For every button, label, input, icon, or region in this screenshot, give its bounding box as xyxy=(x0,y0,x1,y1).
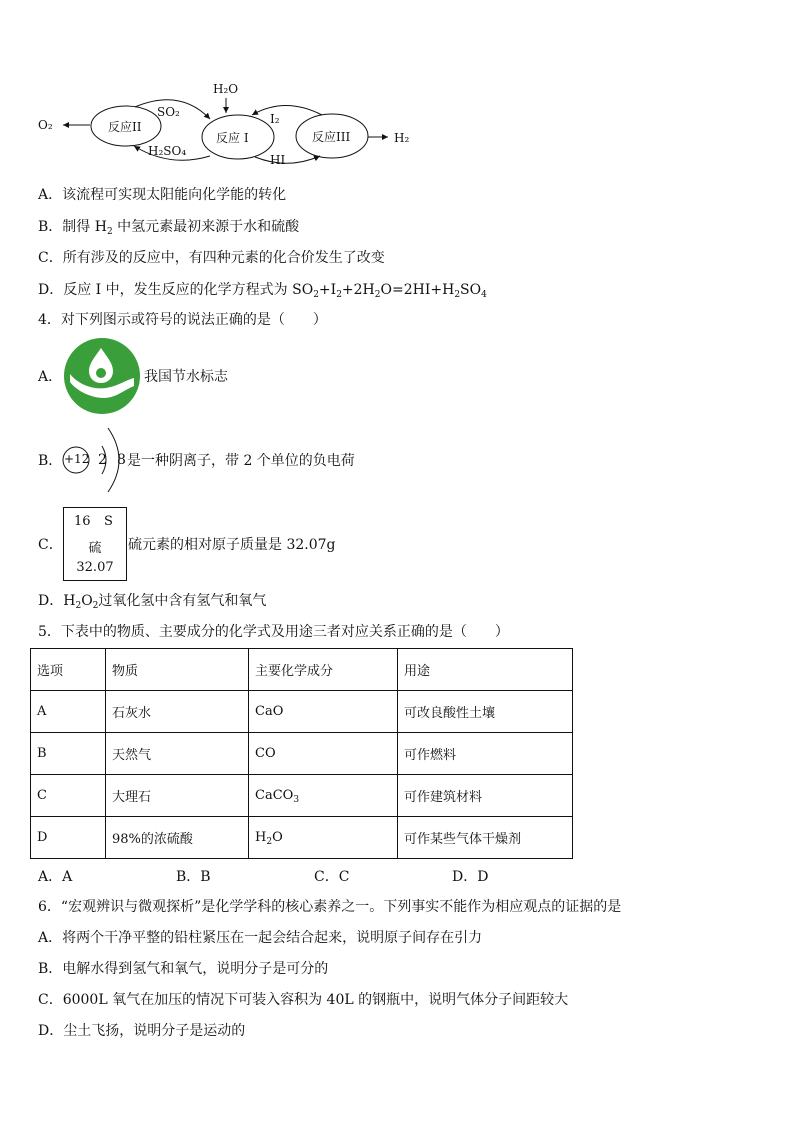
q6-stem: 6．“宏观辨识与微观探析”是化学学科的核心素养之一。下列事实不能作为相应观点的证据的是 xyxy=(38,899,622,915)
q4-option-a-letter: A． xyxy=(38,369,63,385)
element-name: 硫 xyxy=(88,541,102,556)
q4-option-b-letter: B． xyxy=(38,453,63,469)
table-cell: C xyxy=(31,775,106,817)
subscript: 2 xyxy=(313,290,319,300)
option-text: 中氢元素最初来源于水和硫酸 xyxy=(112,219,300,235)
table-cell: 可作建筑材料 xyxy=(398,775,573,817)
table-cell: 98%的浓硫酸 xyxy=(106,817,249,859)
option-text: 该流程可实现太阳能向化学能的转化 xyxy=(62,187,287,203)
table-cell: 大理石 xyxy=(106,775,249,817)
table-cell: 石灰水 xyxy=(106,691,249,733)
table-row xyxy=(31,691,573,733)
subscript: 4 xyxy=(481,290,487,300)
subscript: 2 xyxy=(336,290,342,300)
subscript: 2 xyxy=(75,601,82,611)
element-symbol: S xyxy=(104,514,113,529)
reaction-cycle-diagram xyxy=(30,78,430,170)
table-cell: B xyxy=(31,733,106,775)
h2so4-label: H₂SO₄ xyxy=(148,144,187,158)
subscript: 2 xyxy=(374,290,381,300)
q6-option-b: B．电解水得到氢气和氧气，说明分子是可分的 xyxy=(38,961,329,977)
h2o-label: H₂O xyxy=(213,82,239,96)
shell-2-electrons: 8 xyxy=(117,452,126,468)
o2-label: O₂ xyxy=(38,118,53,132)
option-text: 所有涉及的反应中，有四种元素的化合价发生了改变 xyxy=(62,250,385,266)
q5-stem: 5．下表中的物质、主要成分的化学式及用途三者对应关系正确的是（ ） xyxy=(38,624,509,640)
option-text: +I xyxy=(318,282,337,298)
option-text: 反应 I 中，发生反应的化学方程式为 SO xyxy=(63,282,314,298)
formula-text: CaCO xyxy=(255,788,294,803)
sulfur-element-card xyxy=(63,507,127,581)
header-cell: 物质 xyxy=(106,649,249,691)
table-cell: 可作某些气体干燥剂 xyxy=(398,817,573,859)
q5-table xyxy=(30,648,573,859)
h2-label: H₂ xyxy=(394,131,410,145)
q3-option-d xyxy=(38,281,487,299)
q5-answer-d: D．D xyxy=(452,869,489,885)
q3-option-b xyxy=(38,218,299,236)
table-cell: CO xyxy=(249,733,398,775)
subscript: 3 xyxy=(293,795,300,805)
table-cell: 可作燃料 xyxy=(398,733,573,775)
q4-option-d xyxy=(38,592,266,610)
q6-option-c: C．6000L 氧气在加压的情况下可装入容积为 40L 的钢瓶中，说明气体分子间距较大 xyxy=(38,992,569,1008)
table-row xyxy=(31,817,573,859)
table-cell xyxy=(249,775,398,817)
reaction-3-label: 反应III xyxy=(312,130,351,144)
option-text: 制得 H xyxy=(62,219,107,235)
table-cell: 天然气 xyxy=(106,733,249,775)
table-row xyxy=(31,733,573,775)
option-letter: D． xyxy=(38,593,64,609)
q4-option-b-text: 是一种阴离子，带 2 个单位的负电荷 xyxy=(127,453,355,469)
q4-option-c-letter: C． xyxy=(38,537,63,553)
nucleus-charge: +12 xyxy=(64,452,90,466)
option-text: O xyxy=(81,593,93,609)
subscript: 2 xyxy=(106,227,113,237)
formula-text: H xyxy=(255,830,267,845)
i2-label: I₂ xyxy=(270,112,280,126)
water-saving-logo xyxy=(64,338,140,414)
subscript: 2 xyxy=(92,601,99,611)
atomic-number: 16 xyxy=(74,514,91,529)
header-cell: 用途 xyxy=(398,649,573,691)
table-cell: 可改良酸性土壤 xyxy=(398,691,573,733)
option-letter: C． xyxy=(38,250,63,266)
table-cell: D xyxy=(31,817,106,859)
option-text: 过氧化氢中含有氢气和氧气 xyxy=(98,593,267,609)
table-cell: A xyxy=(31,691,106,733)
i2-arrow xyxy=(252,106,322,116)
q6-option-a: A．将两个干净平整的铅柱紧压在一起会结合起来，说明原子间存在引力 xyxy=(38,930,483,946)
q4-stem: 4．对下列图示或符号的说法正确的是（ ） xyxy=(38,312,327,328)
reaction-1-label: 反应 I xyxy=(216,131,249,145)
option-letter: A． xyxy=(38,187,63,203)
subscript: 2 xyxy=(266,837,273,847)
reaction-2-label: 反应II xyxy=(108,120,142,134)
q4-option-a-text: 我国节水标志 xyxy=(144,369,228,385)
subscript: 2 xyxy=(454,290,461,300)
option-letter: D． xyxy=(38,282,64,298)
option-letter: B． xyxy=(38,219,63,235)
formula-text: O xyxy=(272,830,283,845)
q6-option-d: D．尘土飞扬，说明分子是运动的 xyxy=(38,1023,246,1039)
option-text: +2H xyxy=(341,282,375,298)
header-cell: 主要化学成分 xyxy=(249,649,398,691)
so2-label: SO₂ xyxy=(157,105,180,119)
hi-label: HI xyxy=(270,153,286,167)
table-cell: CaO xyxy=(249,691,398,733)
option-text: SO xyxy=(460,282,482,298)
option-text: O=2HI+H xyxy=(380,282,455,298)
hi-arrow xyxy=(255,156,320,163)
table-header-row xyxy=(31,649,573,691)
q4-option-c-text: 硫元素的相对原子质量是 32.07g xyxy=(128,537,336,553)
header-cell: 选项 xyxy=(31,649,106,691)
shell-1-electrons: 2 xyxy=(98,452,107,468)
water-drop-icon xyxy=(64,338,140,414)
atomic-mass: 32.07 xyxy=(76,560,114,575)
q5-answer-b: B．B xyxy=(176,869,211,885)
table-cell xyxy=(249,817,398,859)
q3-option-a xyxy=(38,186,286,204)
q3-option-c xyxy=(38,249,385,267)
q5-answer-a: A．A xyxy=(38,869,73,885)
option-text: H xyxy=(63,593,76,609)
table-row xyxy=(31,775,573,817)
q5-answer-c: C．C xyxy=(314,869,350,885)
